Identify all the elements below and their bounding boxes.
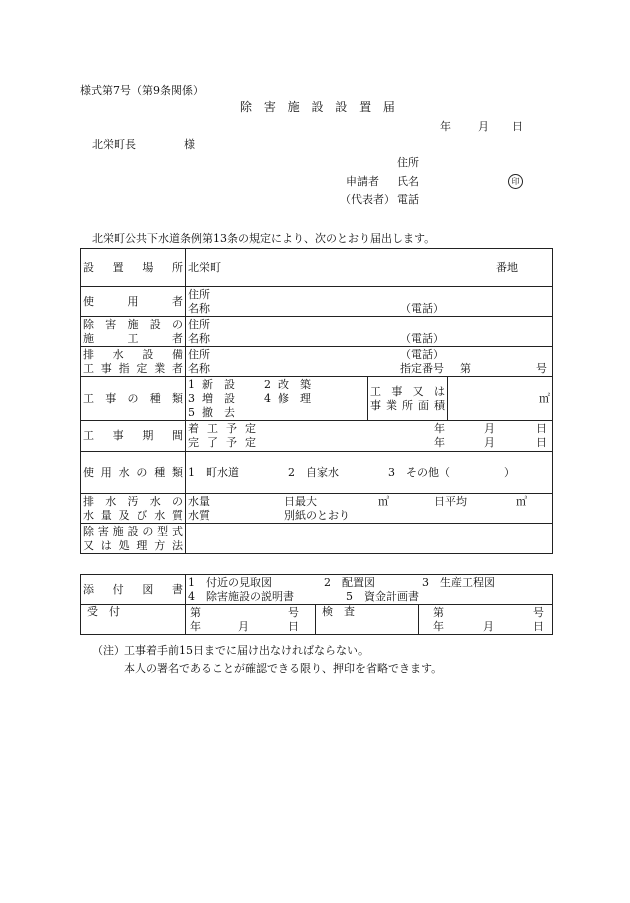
daily-max-label: 日最大 bbox=[284, 494, 317, 508]
daily-avg-unit: ㎥ bbox=[516, 494, 527, 508]
area-label-1: 工 事 又 は bbox=[370, 384, 445, 398]
builder-label-1: 除 害 施 設 の bbox=[83, 317, 183, 331]
builder-phone-label: （電話） bbox=[400, 331, 444, 345]
honorific: 様 bbox=[184, 138, 195, 151]
facility-label-1: 除 害 施 設 の 型 式 bbox=[83, 524, 183, 538]
work-option-1-num: 1 bbox=[188, 377, 195, 391]
row-water-type bbox=[81, 452, 553, 494]
main-form-table bbox=[80, 248, 553, 554]
addressee: 北栄町長 bbox=[92, 138, 136, 151]
work-option-2-text: 改 築 bbox=[278, 377, 311, 391]
row-attachments bbox=[81, 575, 553, 605]
row-drain-contractor bbox=[81, 347, 553, 377]
inspection-month: 月 bbox=[483, 619, 494, 633]
page-title: 除 害 施 設 設 置 届 bbox=[240, 100, 399, 114]
water-opt-1: 1 町水道 bbox=[188, 465, 239, 479]
start-year: 年 bbox=[434, 422, 445, 435]
seal-mark: 印 bbox=[508, 174, 523, 189]
seal-icon bbox=[508, 174, 523, 189]
location-lot-label: 番地 bbox=[496, 261, 518, 274]
period-label: 工 事 期 間 bbox=[83, 429, 183, 442]
receipt-year: 年 bbox=[190, 619, 201, 633]
row-wastewater bbox=[81, 494, 553, 524]
water-opt-2: 2 自家水 bbox=[288, 465, 339, 479]
start-month: 月 bbox=[484, 422, 495, 435]
attachment-item-1: 1 付近の見取図 bbox=[188, 575, 272, 589]
attachments-table bbox=[80, 574, 553, 635]
end-month: 月 bbox=[484, 436, 495, 449]
date-year-label: 年 bbox=[440, 120, 451, 133]
location-town: 北栄町 bbox=[188, 260, 221, 274]
daily-max-unit: ㎥ bbox=[378, 494, 389, 508]
attachment-item-4: 4 除害施設の説明書 bbox=[188, 589, 294, 603]
date-day-label: 日 bbox=[512, 120, 523, 133]
date-month-label: 月 bbox=[478, 120, 489, 133]
receipt-no-suffix: 号 bbox=[288, 605, 299, 619]
designation-number-label: 指定番号 bbox=[400, 361, 444, 375]
user-address-label: 住所 bbox=[188, 287, 210, 301]
work-option-1-text: 新 設 bbox=[202, 377, 235, 391]
inspection-no-prefix: 第 bbox=[433, 605, 444, 619]
facility-label-2: 又 は 処 理 方 法 bbox=[83, 538, 183, 552]
drain-phone-label: （電話） bbox=[400, 347, 444, 361]
quality-label: 水質 bbox=[188, 508, 210, 522]
drain-name-label: 名称 bbox=[188, 361, 210, 375]
wastewater-label-1: 排 水 汚 水 の bbox=[83, 494, 183, 508]
row-facility bbox=[81, 524, 553, 554]
quality-note: 別紙のとおり bbox=[284, 508, 350, 522]
applicant-phone-label: 電話 bbox=[397, 193, 419, 206]
inspection-label: 検 査 bbox=[322, 605, 355, 618]
user-name-label: 名称 bbox=[188, 301, 210, 315]
applicant-name-label: 氏名 bbox=[397, 175, 419, 188]
intro-text: 北栄町公共下水道条例第13条の規定により、次のとおり届出します。 bbox=[92, 232, 436, 245]
area-unit: ㎡ bbox=[539, 391, 551, 405]
receipt-label: 受 付 bbox=[87, 605, 120, 618]
row-location bbox=[81, 249, 553, 287]
row-work-type bbox=[81, 377, 553, 421]
row-user bbox=[81, 287, 553, 317]
note-prefix: （注） bbox=[92, 644, 125, 657]
work-option-5-num: 5 bbox=[188, 405, 195, 419]
work-option-3-text: 増 設 bbox=[202, 391, 235, 405]
receipt-day: 日 bbox=[288, 619, 299, 633]
work-option-5-text: 撤 去 bbox=[202, 405, 235, 419]
applicant-label: 申請者 bbox=[346, 175, 379, 188]
builder-address-label: 住所 bbox=[188, 317, 210, 331]
water-type-label: 使 用 水 の 種 類 bbox=[83, 465, 183, 479]
drain-label-2: 工 事 指 定 業 者 bbox=[83, 361, 183, 375]
drain-address-label: 住所 bbox=[188, 347, 210, 361]
water-opt-3-close: ） bbox=[504, 465, 515, 479]
start-label: 着工予定 bbox=[188, 422, 264, 435]
representative-label: （代表者） bbox=[340, 193, 395, 206]
row-period bbox=[81, 421, 553, 452]
end-year: 年 bbox=[434, 436, 445, 449]
note-line-2: 本人の署名であることが確認できる限り、押印を省略できます。 bbox=[124, 662, 443, 675]
attachment-item-3: 3 生産工程図 bbox=[422, 575, 495, 589]
note-line-1: 工事着手前15日までに届け出なければならない。 bbox=[124, 644, 369, 657]
attachments-label: 添 付 図 書 bbox=[83, 582, 183, 596]
drain-label-1: 排 水 設 備 bbox=[83, 347, 183, 361]
user-phone-label: （電話） bbox=[400, 301, 444, 315]
builder-name-label: 名称 bbox=[188, 331, 210, 345]
work-option-4-text: 修 理 bbox=[278, 391, 311, 405]
work-option-2-num: 2 bbox=[264, 377, 271, 391]
work-type-label: 工 事 の 種 類 bbox=[83, 391, 183, 405]
receipt-no-prefix: 第 bbox=[190, 605, 201, 619]
attachment-item-5: 5 資金計画書 bbox=[346, 589, 419, 603]
work-option-4-num: 4 bbox=[264, 391, 271, 405]
end-day: 日 bbox=[536, 436, 547, 449]
inspection-year: 年 bbox=[433, 619, 444, 633]
attachment-item-2: 2 配置図 bbox=[324, 575, 375, 589]
inspection-no-suffix: 号 bbox=[533, 605, 544, 619]
area-label-2: 事 業 所 面 積 bbox=[370, 398, 445, 412]
form-number: 様式第7号（第9条関係） bbox=[80, 84, 204, 97]
row-receipt bbox=[81, 605, 553, 635]
inspection-day: 日 bbox=[533, 619, 544, 633]
row-builder bbox=[81, 317, 553, 347]
location-label: 設 置 場 所 bbox=[83, 260, 183, 274]
applicant-address-label: 住所 bbox=[397, 156, 419, 169]
user-label: 使 用 者 bbox=[83, 294, 183, 308]
designation-prefix: 第 bbox=[460, 361, 471, 375]
daily-avg-label: 日平均 bbox=[434, 494, 467, 508]
start-day: 日 bbox=[536, 422, 547, 435]
builder-label-2: 施 工 者 bbox=[83, 331, 183, 345]
end-label: 完了予定 bbox=[188, 436, 264, 449]
water-opt-3: 3 その他（ bbox=[388, 465, 450, 479]
receipt-month: 月 bbox=[238, 619, 249, 633]
volume-label: 水量 bbox=[188, 494, 210, 508]
designation-suffix: 号 bbox=[536, 361, 547, 375]
wastewater-label-2: 水 量 及 び 水 質 bbox=[83, 508, 183, 522]
work-option-3-num: 3 bbox=[188, 391, 195, 405]
